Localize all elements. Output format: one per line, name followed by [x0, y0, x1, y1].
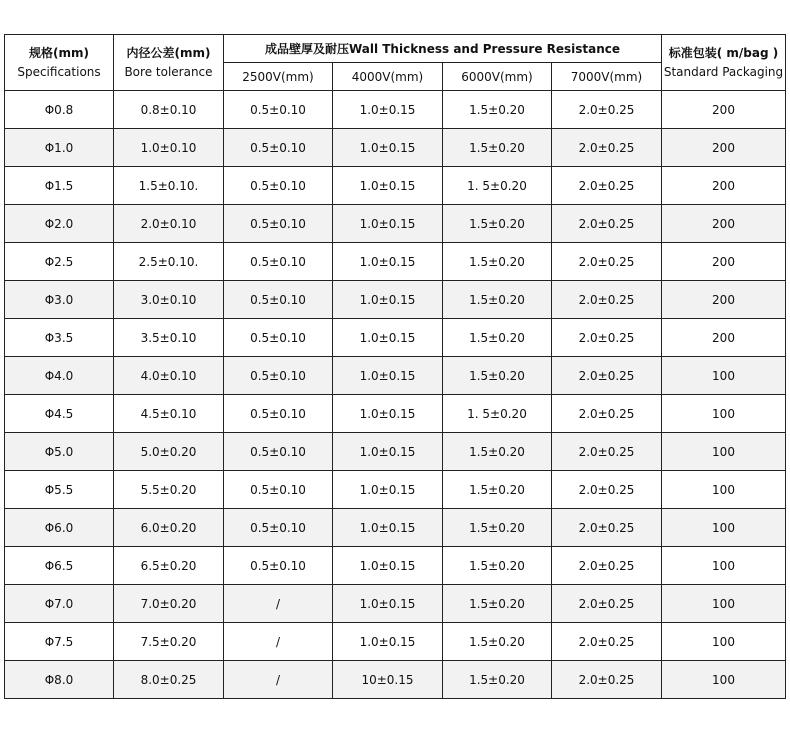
wall-4000v-cell: 1.0±0.15: [333, 585, 443, 623]
wall-4000v-cell: 1.0±0.15: [333, 471, 443, 509]
bore-tolerance-cell: 3.0±0.10: [114, 281, 224, 319]
wall-7000v-cell: 2.0±0.25: [552, 91, 662, 129]
wall-7000v-cell: 2.0±0.25: [552, 509, 662, 547]
wall-7000v-cell: 2.0±0.25: [552, 547, 662, 585]
packaging-cell: 100: [662, 395, 786, 433]
packaging-cell: 200: [662, 129, 786, 167]
header-4000v: 4000V(mm): [333, 63, 443, 91]
spec-cell: Φ5.0: [5, 433, 114, 471]
wall-6000v-cell: 1.5±0.20: [443, 91, 552, 129]
bore-tolerance-cell: 3.5±0.10: [114, 319, 224, 357]
wall-7000v-cell: 2.0±0.25: [552, 395, 662, 433]
wall-6000v-cell: 1.5±0.20: [443, 243, 552, 281]
packaging-cell: 100: [662, 623, 786, 661]
wall-4000v-cell: 1.0±0.15: [333, 509, 443, 547]
table-body: [5, 91, 786, 699]
spec-cell: Φ5.5: [5, 471, 114, 509]
bore-tolerance-cell: 0.8±0.10: [114, 91, 224, 129]
bore-tolerance-cell: 2.0±0.10: [114, 205, 224, 243]
packaging-cell: 200: [662, 281, 786, 319]
table-row: [5, 509, 786, 547]
packaging-cell: 100: [662, 585, 786, 623]
table-row: [5, 205, 786, 243]
table-row: [5, 167, 786, 205]
table-row: [5, 471, 786, 509]
wall-2500v-cell: 0.5±0.10: [224, 433, 333, 471]
bore-tolerance-cell: 5.0±0.20: [114, 433, 224, 471]
wall-6000v-cell: 1.5±0.20: [443, 585, 552, 623]
wall-2500v-cell: 0.5±0.10: [224, 281, 333, 319]
spec-cell: Φ4.5: [5, 395, 114, 433]
bore-tolerance-cell: 2.5±0.10.: [114, 243, 224, 281]
wall-7000v-cell: 2.0±0.25: [552, 433, 662, 471]
spec-cell: Φ3.5: [5, 319, 114, 357]
table-row: [5, 129, 786, 167]
wall-7000v-cell: 2.0±0.25: [552, 357, 662, 395]
wall-7000v-cell: 2.0±0.25: [552, 623, 662, 661]
spec-cell: Φ2.5: [5, 243, 114, 281]
wall-2500v-cell: 0.5±0.10: [224, 357, 333, 395]
wall-2500v-cell: 0.5±0.10: [224, 547, 333, 585]
header-2500v: 2500V(mm): [224, 63, 333, 91]
header-7000v: 7000V(mm): [552, 63, 662, 91]
wall-6000v-cell: 1.5±0.20: [443, 129, 552, 167]
bore-tolerance-cell: 4.0±0.10: [114, 357, 224, 395]
wall-6000v-cell: 1. 5±0.20: [443, 167, 552, 205]
bore-tolerance-cell: 5.5±0.20: [114, 471, 224, 509]
wall-4000v-cell: 1.0±0.15: [333, 243, 443, 281]
spec-cell: Φ7.5: [5, 623, 114, 661]
bore-tolerance-cell: 4.5±0.10: [114, 395, 224, 433]
spec-cell: Φ6.5: [5, 547, 114, 585]
packaging-cell: 200: [662, 167, 786, 205]
bore-tolerance-cell: 1.0±0.10: [114, 129, 224, 167]
wall-7000v-cell: 2.0±0.25: [552, 205, 662, 243]
spec-cell: Φ3.0: [5, 281, 114, 319]
packaging-cell: 100: [662, 471, 786, 509]
wall-7000v-cell: 2.0±0.25: [552, 471, 662, 509]
wall-2500v-cell: /: [224, 585, 333, 623]
table-row: [5, 357, 786, 395]
packaging-cell: 100: [662, 661, 786, 699]
packaging-cell: 100: [662, 357, 786, 395]
header-standard-packaging: [662, 35, 786, 91]
spec-cell: Φ1.0: [5, 129, 114, 167]
header-bore-tolerance-cn: 内径公差(mm): [126, 45, 211, 60]
wall-7000v-cell: 2.0±0.25: [552, 319, 662, 357]
table-row: [5, 319, 786, 357]
spec-cell: Φ2.0: [5, 205, 114, 243]
wall-7000v-cell: 2.0±0.25: [552, 129, 662, 167]
wall-4000v-cell: 1.0±0.15: [333, 281, 443, 319]
table-row: [5, 433, 786, 471]
bore-tolerance-cell: 6.0±0.20: [114, 509, 224, 547]
wall-4000v-cell: 1.0±0.15: [333, 623, 443, 661]
spec-cell: Φ1.5: [5, 167, 114, 205]
wall-7000v-cell: 2.0±0.25: [552, 167, 662, 205]
wall-4000v-cell: 1.0±0.15: [333, 433, 443, 471]
table-row: [5, 547, 786, 585]
wall-4000v-cell: 10±0.15: [333, 661, 443, 699]
header-specifications-cn: 规格(mm): [29, 45, 89, 60]
wall-6000v-cell: 1. 5±0.20: [443, 395, 552, 433]
wall-2500v-cell: 0.5±0.10: [224, 509, 333, 547]
table-header: [5, 35, 786, 91]
packaging-cell: 200: [662, 91, 786, 129]
header-specifications-en: Specifications: [17, 64, 101, 79]
bore-tolerance-cell: 6.5±0.20: [114, 547, 224, 585]
table-row: [5, 91, 786, 129]
packaging-cell: 100: [662, 509, 786, 547]
table-row: [5, 395, 786, 433]
bore-tolerance-cell: 7.0±0.20: [114, 585, 224, 623]
wall-2500v-cell: 0.5±0.10: [224, 205, 333, 243]
wall-2500v-cell: /: [224, 661, 333, 699]
wall-6000v-cell: 1.5±0.20: [443, 205, 552, 243]
wall-2500v-cell: 0.5±0.10: [224, 395, 333, 433]
wall-2500v-cell: 0.5±0.10: [224, 319, 333, 357]
packaging-cell: 200: [662, 319, 786, 357]
packaging-cell: 100: [662, 547, 786, 585]
wall-4000v-cell: 1.0±0.15: [333, 395, 443, 433]
header-wall-thickness-group: 成品壁厚及耐压Wall Thickness and Pressure Resistance: [224, 35, 662, 63]
table-row: [5, 661, 786, 699]
header-specifications: [5, 35, 114, 91]
wall-6000v-cell: 1.5±0.20: [443, 509, 552, 547]
wall-2500v-cell: 0.5±0.10: [224, 129, 333, 167]
wall-4000v-cell: 1.0±0.15: [333, 205, 443, 243]
wall-7000v-cell: 2.0±0.25: [552, 585, 662, 623]
spec-cell: Φ0.8: [5, 91, 114, 129]
table-row: [5, 243, 786, 281]
table-row: [5, 623, 786, 661]
wall-4000v-cell: 1.0±0.15: [333, 547, 443, 585]
spec-table: [4, 34, 786, 699]
wall-2500v-cell: 0.5±0.10: [224, 471, 333, 509]
header-6000v: 6000V(mm): [443, 63, 552, 91]
header-bore-tolerance-en: Bore tolerance: [124, 64, 213, 79]
spec-cell: Φ7.0: [5, 585, 114, 623]
wall-6000v-cell: 1.5±0.20: [443, 281, 552, 319]
spec-cell: Φ8.0: [5, 661, 114, 699]
spec-cell: Φ4.0: [5, 357, 114, 395]
header-bore-tolerance: [114, 35, 224, 91]
table-row: [5, 585, 786, 623]
wall-4000v-cell: 1.0±0.15: [333, 357, 443, 395]
wall-6000v-cell: 1.5±0.20: [443, 357, 552, 395]
packaging-cell: 100: [662, 433, 786, 471]
wall-7000v-cell: 2.0±0.25: [552, 661, 662, 699]
wall-4000v-cell: 1.0±0.15: [333, 129, 443, 167]
wall-6000v-cell: 1.5±0.20: [443, 623, 552, 661]
wall-6000v-cell: 1.5±0.20: [443, 319, 552, 357]
packaging-cell: 200: [662, 205, 786, 243]
spec-cell: Φ6.0: [5, 509, 114, 547]
wall-4000v-cell: 1.0±0.15: [333, 91, 443, 129]
wall-6000v-cell: 1.5±0.20: [443, 471, 552, 509]
wall-4000v-cell: 1.0±0.15: [333, 319, 443, 357]
wall-2500v-cell: 0.5±0.10: [224, 167, 333, 205]
wall-2500v-cell: /: [224, 623, 333, 661]
wall-4000v-cell: 1.0±0.15: [333, 167, 443, 205]
header-standard-packaging-cn: 标准包装( m/bag ): [668, 45, 779, 60]
wall-6000v-cell: 1.5±0.20: [443, 547, 552, 585]
header-standard-packaging-en: Standard Packaging: [663, 64, 784, 79]
table-row: [5, 281, 786, 319]
bore-tolerance-cell: 1.5±0.10.: [114, 167, 224, 205]
bore-tolerance-cell: 7.5±0.20: [114, 623, 224, 661]
wall-2500v-cell: 0.5±0.10: [224, 243, 333, 281]
wall-7000v-cell: 2.0±0.25: [552, 243, 662, 281]
wall-6000v-cell: 1.5±0.20: [443, 661, 552, 699]
bore-tolerance-cell: 8.0±0.25: [114, 661, 224, 699]
wall-2500v-cell: 0.5±0.10: [224, 91, 333, 129]
wall-7000v-cell: 2.0±0.25: [552, 281, 662, 319]
wall-6000v-cell: 1.5±0.20: [443, 433, 552, 471]
packaging-cell: 200: [662, 243, 786, 281]
